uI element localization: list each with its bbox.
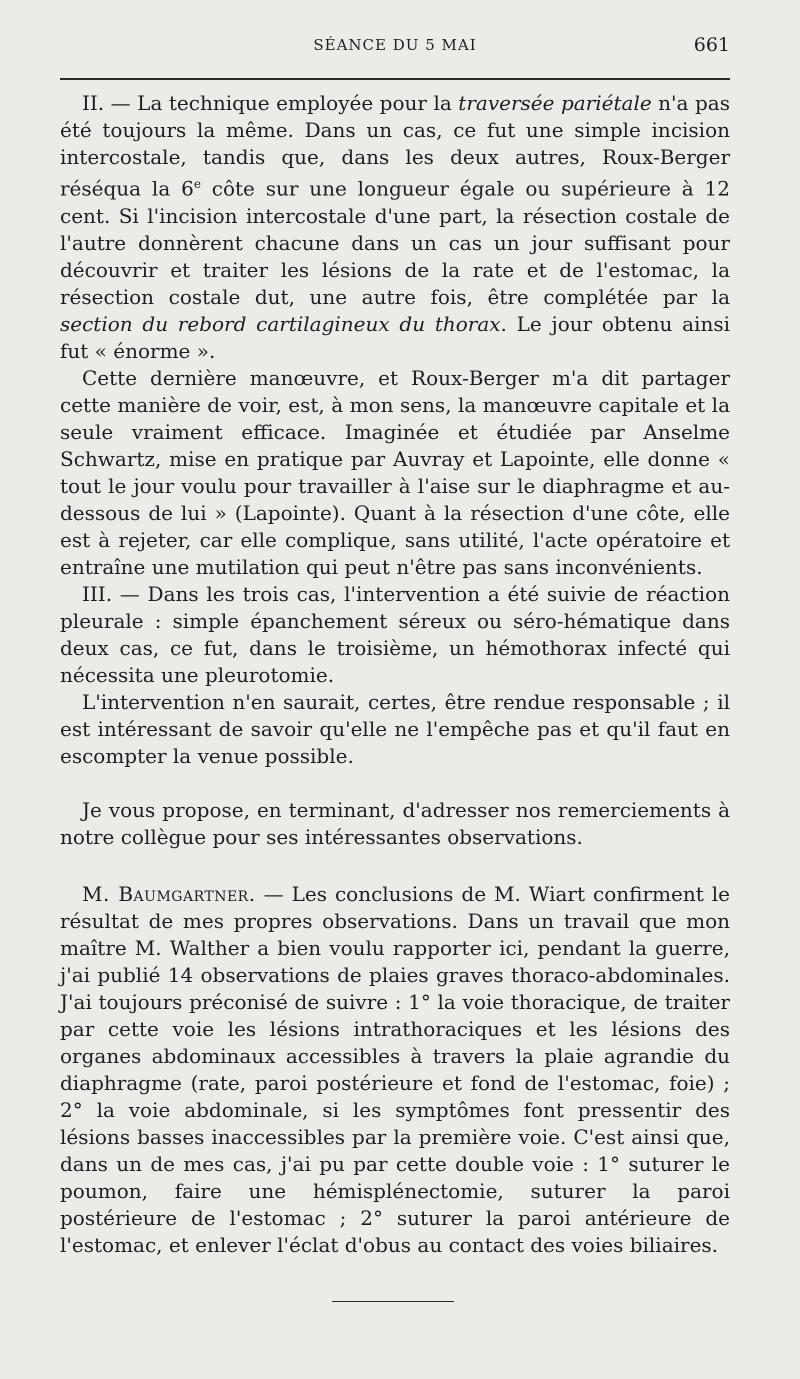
italic-term: section du rebord cartilagineux du thorax (60, 311, 501, 336)
paragraph-intervention: L'intervention n'en saurait, certes, être rendue responsable ; il est intéressant de savoir qu'elle ne l'empêche pas et qu'il faut en escompter la venue possible. (60, 689, 730, 768)
page-header (60, 36, 730, 60)
paragraph-manoeuvre: Cette dernière manœuvre, et Roux-Berger m'a dit partager cette manière de voir, est, à mon sens, la manœuvre capitale et la seule vraiment efficace. Imaginée et étudiée par Anselme Schwartz, mise en pratique par Auvray et Lapointe, elle donne « tout le jour voulu pour travailler à l'aise sur le diaphragme et au-dessous de lui » (Lapointe). Quant à la résection d'une côte, elle est à rejeter, car elle complique, sans utilité, l'acte opératoire et entraîne une mutilation qui peut n'être pas sans inconvénients. (60, 365, 730, 579)
speaker-name: M. Baumgartner. (82, 881, 256, 906)
paragraph-conclusion: Je vous propose, en terminant, d'adresser nos remerciements à notre collègue pour ses intéressantes observations. (60, 797, 730, 849)
text-run: . Le jour obtenu ainsi fut « énorme ». (60, 311, 730, 363)
italic-term: traversée pariétale (458, 91, 652, 115)
page-number: 661 (693, 34, 730, 56)
text-run: côte sur une longueur égale ou supérieure à 12 cent. Si l'incision intercostale d'une part, la résection costale de l'autre donnèrent chacune dans un cas un jour suffisant pour découvrir et traiter les lésions de la rate et de l'estomac, la résection costale dut, une autre fois, être complétée par la (60, 176, 730, 309)
paragraph-baumgartner (60, 881, 730, 1259)
paragraph-reaction-pleurale: III. — Dans les trois cas, l'intervention a été suivie de réaction pleurale : simple épanchement séreux ou séro-hématique dans deux cas, ce fut, dans le troisième, un hémothorax infecté qui nécessita une pleurotomie. (60, 581, 730, 687)
section-end-rule (332, 1301, 454, 1302)
text-run: — Les conclusions de M. Wiart confirment le résultat de mes propres observations. Dans un travail que mon maître M. Walther a bien voulu rapporter ici, pendant la guerre, j'ai publié 14 observations de plaies graves thoraco-abdominales. J'ai toujours préconisé de suivre : 1° la voie thoracique, de traiter par cette voie les lésions intrathoraciques et les lésions des organes abdominaux accessibles à travers la plaie agrandie du diaphragme (rate, paroi postérieure et fond de l'estomac, foie) ; 2° la voie abdominale, si les symptômes font pressentir des lésions basses inaccessibles par la première voie. C'est ainsi que, dans un de mes cas, j'ai pu par cette double voie : 1° suturer le poumon, faire une hémisplénectomie, suturer la paroi postérieure de l'estomac ; 2° suturer la paroi antérieure de l'estomac, et enlever l'éclat d'obus au contact des voies biliaires. (60, 881, 730, 1257)
running-title: SÉANCE DU 5 MAI (313, 36, 477, 54)
paragraph-technique (60, 90, 730, 365)
superscript: e (193, 177, 201, 191)
body-text (60, 90, 730, 1259)
header-rule (60, 78, 730, 80)
text-run: n'a pas été toujours la même. Dans un cas, ce fut une simple incision intercostale, tandis que, dans les deux autres, Roux-Berger réséqua la 6 (60, 91, 730, 201)
text-run: II. — La technique employée pour la (82, 91, 459, 115)
